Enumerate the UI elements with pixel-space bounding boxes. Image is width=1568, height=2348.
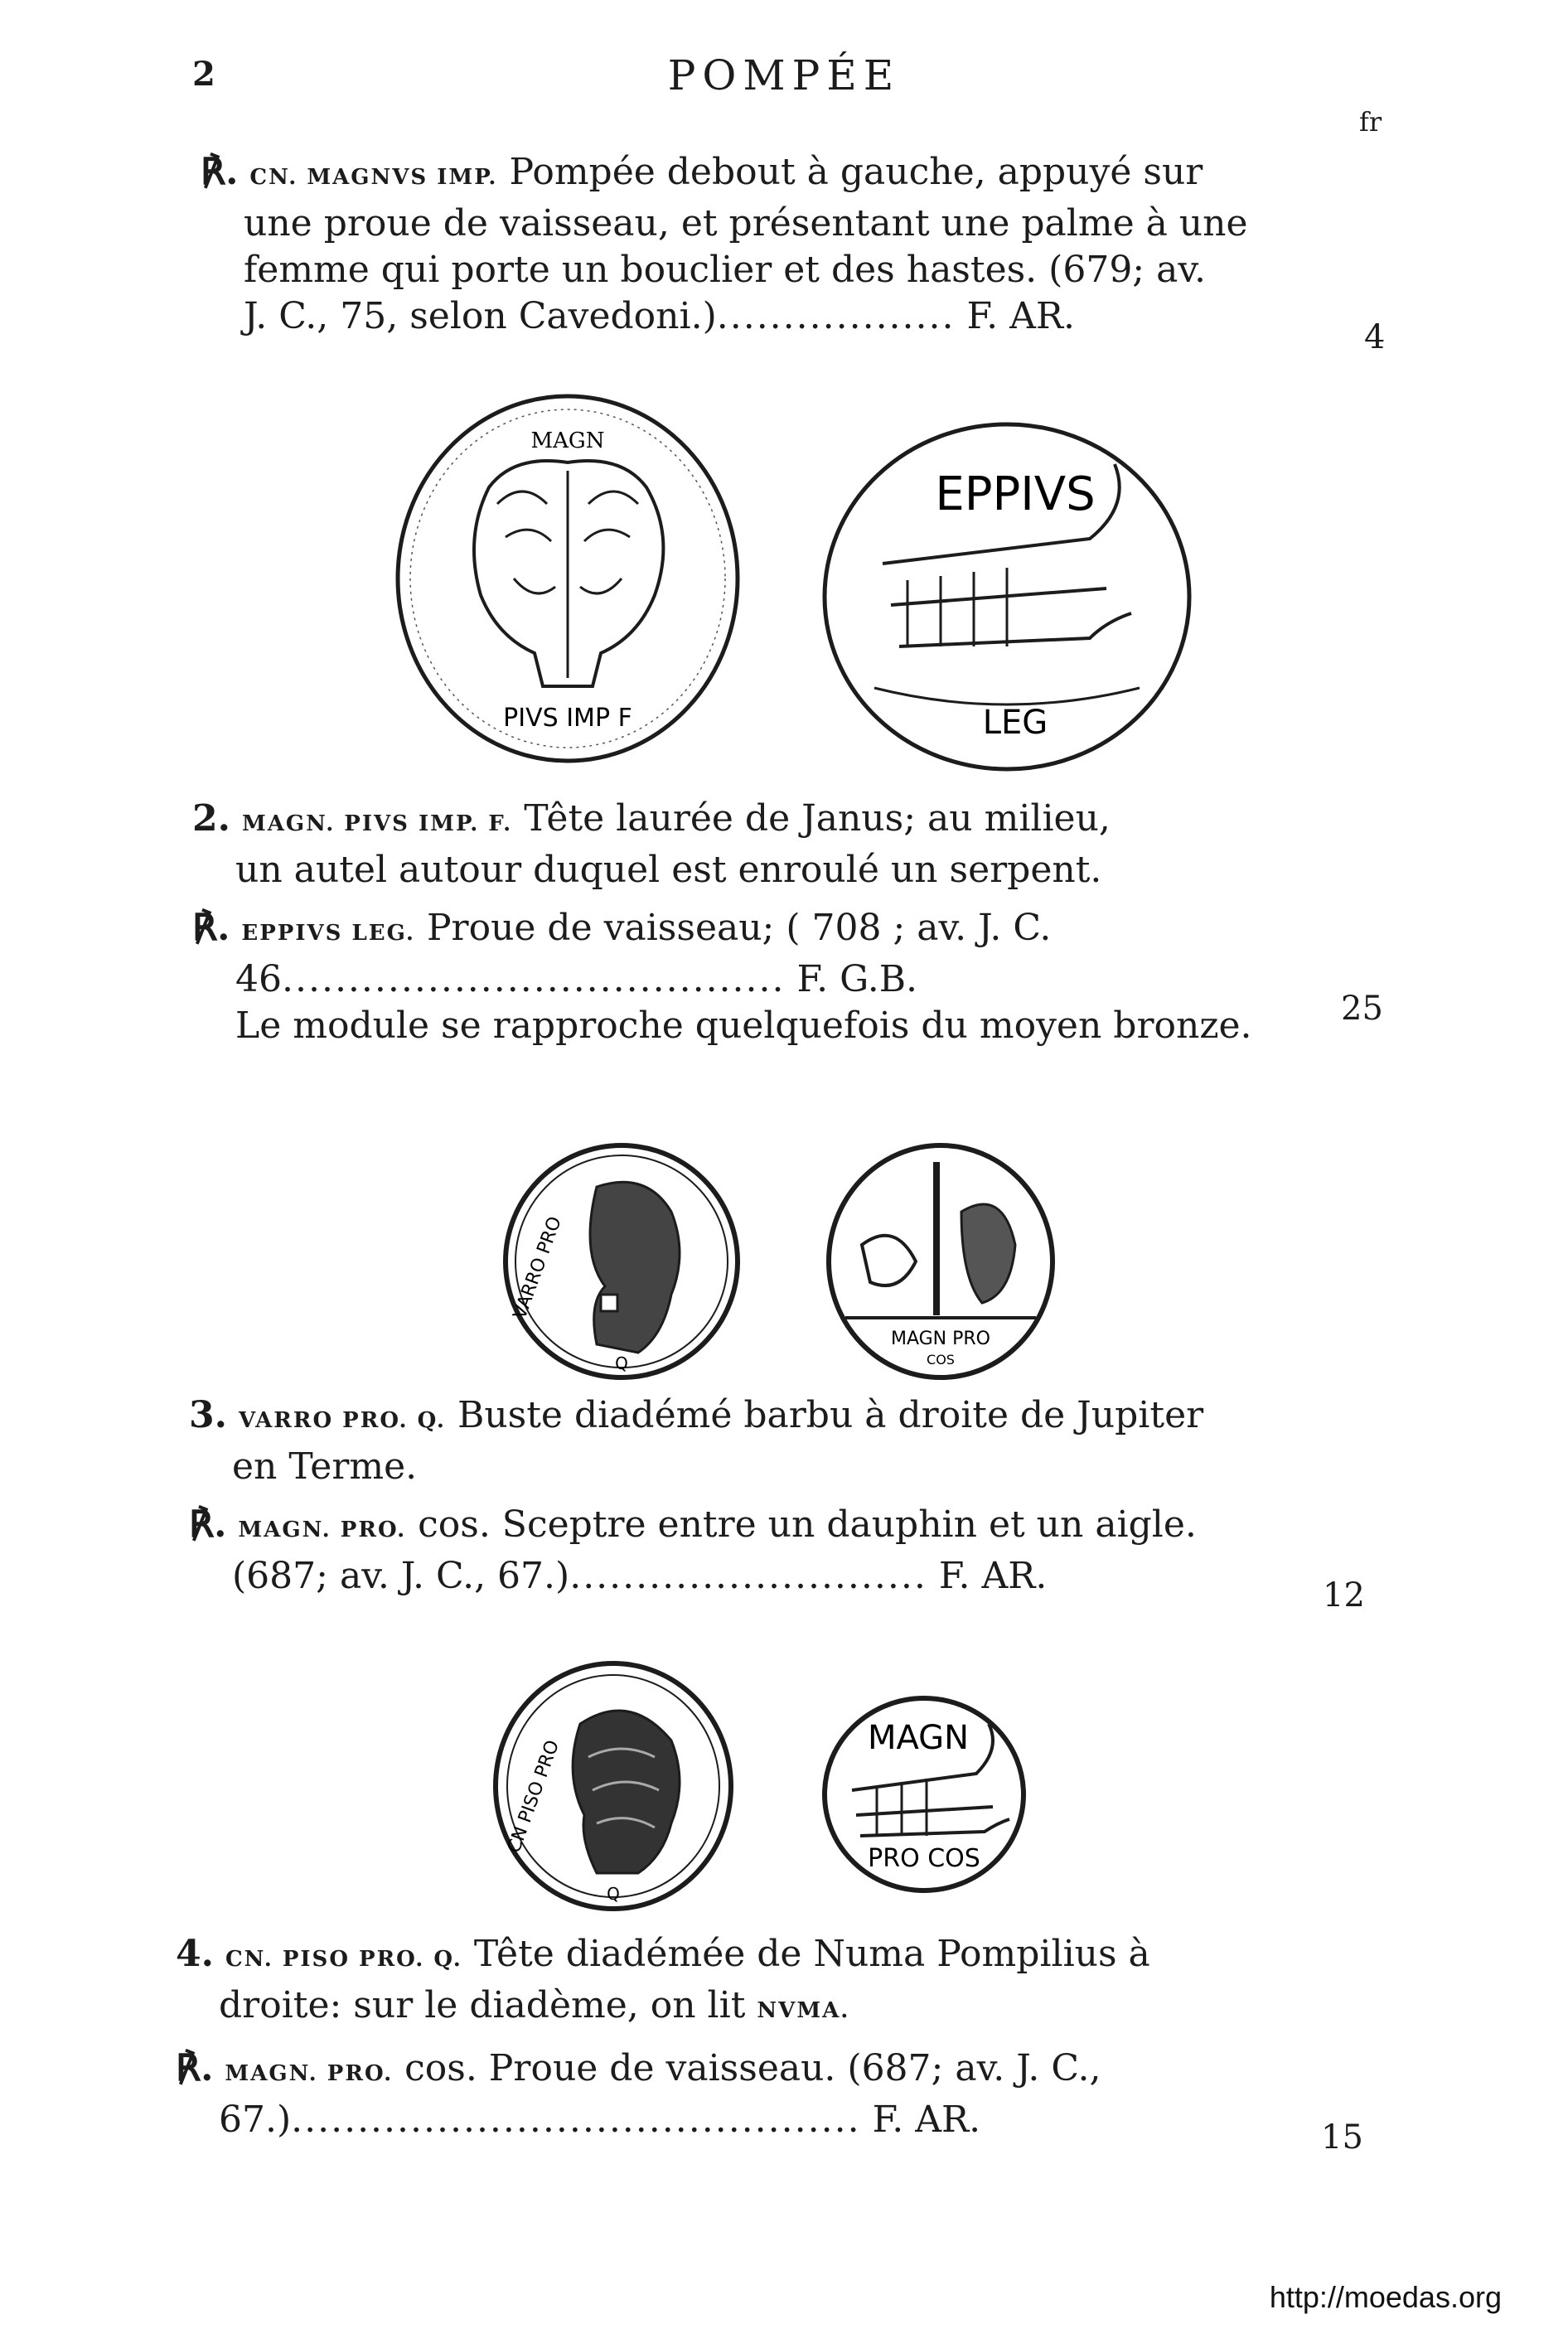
description-text: Tête diadémée de Numa Pompilius à <box>473 1933 1150 1975</box>
entry-number: 4. <box>176 1933 214 1975</box>
entry-1: ℟. CN. MAGNVS IMP. Pompée debout à gauche, appuyé sur une proue de vaisseau, et présentant une palme à une femme qui porte un bouclier et des hastes. (679; av. J. C., 75, selon Cavedoni.).................. F. AR. <box>201 151 1248 337</box>
rarity-metal: F. AR. <box>872 2099 981 2141</box>
price-value: 15 <box>1321 2118 1363 2157</box>
coin-legend: Q <box>615 1353 628 1373</box>
coin-obverse-jupiter-bust <box>497 1137 746 1386</box>
coin-legend: EPPIVS <box>935 467 1096 521</box>
page-title: POMPÉE <box>667 51 901 99</box>
rarity-metal: F. G.B. <box>796 958 918 1000</box>
coin-reverse-prow-small <box>819 1691 1030 1898</box>
coin-legend: EPPIVS LEG. <box>241 921 415 946</box>
description-text: (687; av. J. C., 67.) <box>232 1555 570 1597</box>
rarity-metal: F. AR. <box>938 1555 1048 1597</box>
source-credit: http://moedas.org <box>1269 2280 1502 2314</box>
coin-legend: CN. PISO PRO. Q. <box>225 1947 462 1972</box>
description-text: Pompée debout à gauche, appuyé sur <box>509 151 1203 193</box>
price-value: 4 <box>1364 318 1386 356</box>
coin-legend: MAGN. PRO. <box>225 2061 394 2086</box>
coin-legend: CN PISO PRO <box>503 1737 564 1857</box>
entry-3: 3. VARRO PRO. Q. Buste diadémé barbu à droite de Jupiter en Terme. ℟. MAGN. PRO. cos. Sceptre entre un dauphin et un aigle. (687; av. J. C., 67.)........................... F. AR. <box>189 1394 1204 1597</box>
coin-legend: MAGN <box>867 1719 970 1757</box>
reverse-symbol: ℟. <box>176 2047 214 2089</box>
coin-legend: PRO COS <box>868 1844 980 1873</box>
price-column-unit: fr <box>1359 106 1382 138</box>
coin-reverse-prow <box>816 414 1198 779</box>
description-text: droite: sur le diadème, on lit <box>219 1984 746 2026</box>
coin-legend: MAGN. PIVS IMP. F. <box>241 811 513 836</box>
reverse-symbol: ℟. <box>201 151 239 193</box>
description-text: J. C., 75, selon Cavedoni.) <box>244 295 717 337</box>
coin-reverse-sceptre-dolphin-eagle <box>820 1137 1061 1386</box>
description-text: en Terme. <box>232 1445 418 1488</box>
entry-number: 3. <box>189 1394 227 1436</box>
coin-legend: VARRO PRO. Q. <box>238 1408 446 1433</box>
reverse-symbol: ℟. <box>189 1503 227 1546</box>
entry-number: 2. <box>192 797 230 840</box>
description-text: un autel autour duquel est enroulé un serpent. <box>235 849 1102 891</box>
legend-word: NVMA. <box>757 1998 850 2023</box>
description-text: Tête laurée de Janus; au milieu, <box>524 797 1111 840</box>
description-text: cos. Proue de vaisseau. (687; av. J. C., <box>404 2047 1101 2089</box>
coin-legend: MAGN <box>530 428 605 453</box>
entry-4: 4. CN. PISO PRO. Q. Tête diadémée de Numa Pompilius à droite: sur le diadème, on lit NVMA. ℟. MAGN. PRO. cos. Proue de vaisseau. (687; av. J. C., 67.)........................................... F. AR. <box>176 1933 1150 2141</box>
entry-2: 2. MAGN. PIVS IMP. F. Tête laurée de Janus; au milieu, un autel autour duquel est enroulé un serpent. ℟. EPPIVS LEG. Proue de vaisseau; ( 708 ; av. J. C. 46...................................... F. G.B. Le module se rapproche quelquefois du moyen bronze. <box>192 796 1252 1049</box>
price-value: 25 <box>1341 990 1383 1028</box>
description-text: une proue de vaisseau, et présentant une palme à une <box>244 202 1248 244</box>
description-text: Buste diadémé barbu à droite de Jupiter <box>457 1394 1204 1436</box>
description-text: 67.) <box>219 2099 292 2141</box>
coin-legend: CN. MAGNVS IMP. <box>249 165 498 190</box>
coin-legend: COS <box>927 1352 955 1368</box>
description-text: Proue de vaisseau; ( 708 ; av. J. C. <box>426 907 1052 949</box>
rarity-metal: F. AR. <box>966 295 1076 337</box>
note-text: Le module se rapproche quelquefois du moyen bronze. <box>235 1005 1252 1047</box>
price-value: 12 <box>1323 1576 1365 1615</box>
coin-legend: VARRO PRO <box>510 1213 566 1322</box>
coin-legend: LEG <box>982 704 1048 742</box>
coin-legend: Q <box>607 1884 620 1904</box>
coin-legend: PIVS IMP F <box>503 704 632 733</box>
coin-obverse-janus <box>390 388 746 769</box>
page-number: 2 <box>192 55 215 94</box>
reverse-symbol: ℟. <box>192 907 230 949</box>
coin-legend: MAGN PRO <box>890 1329 991 1349</box>
description-text: cos. Sceptre entre un dauphin et un aigle. <box>418 1503 1197 1546</box>
coin-obverse-numa-head <box>489 1658 738 1915</box>
description-text: femme qui porte un bouclier et des hastes. (679; av. <box>244 249 1206 291</box>
coin-legend: MAGN. PRO. <box>238 1518 407 1542</box>
description-text: 46 <box>235 958 282 1000</box>
